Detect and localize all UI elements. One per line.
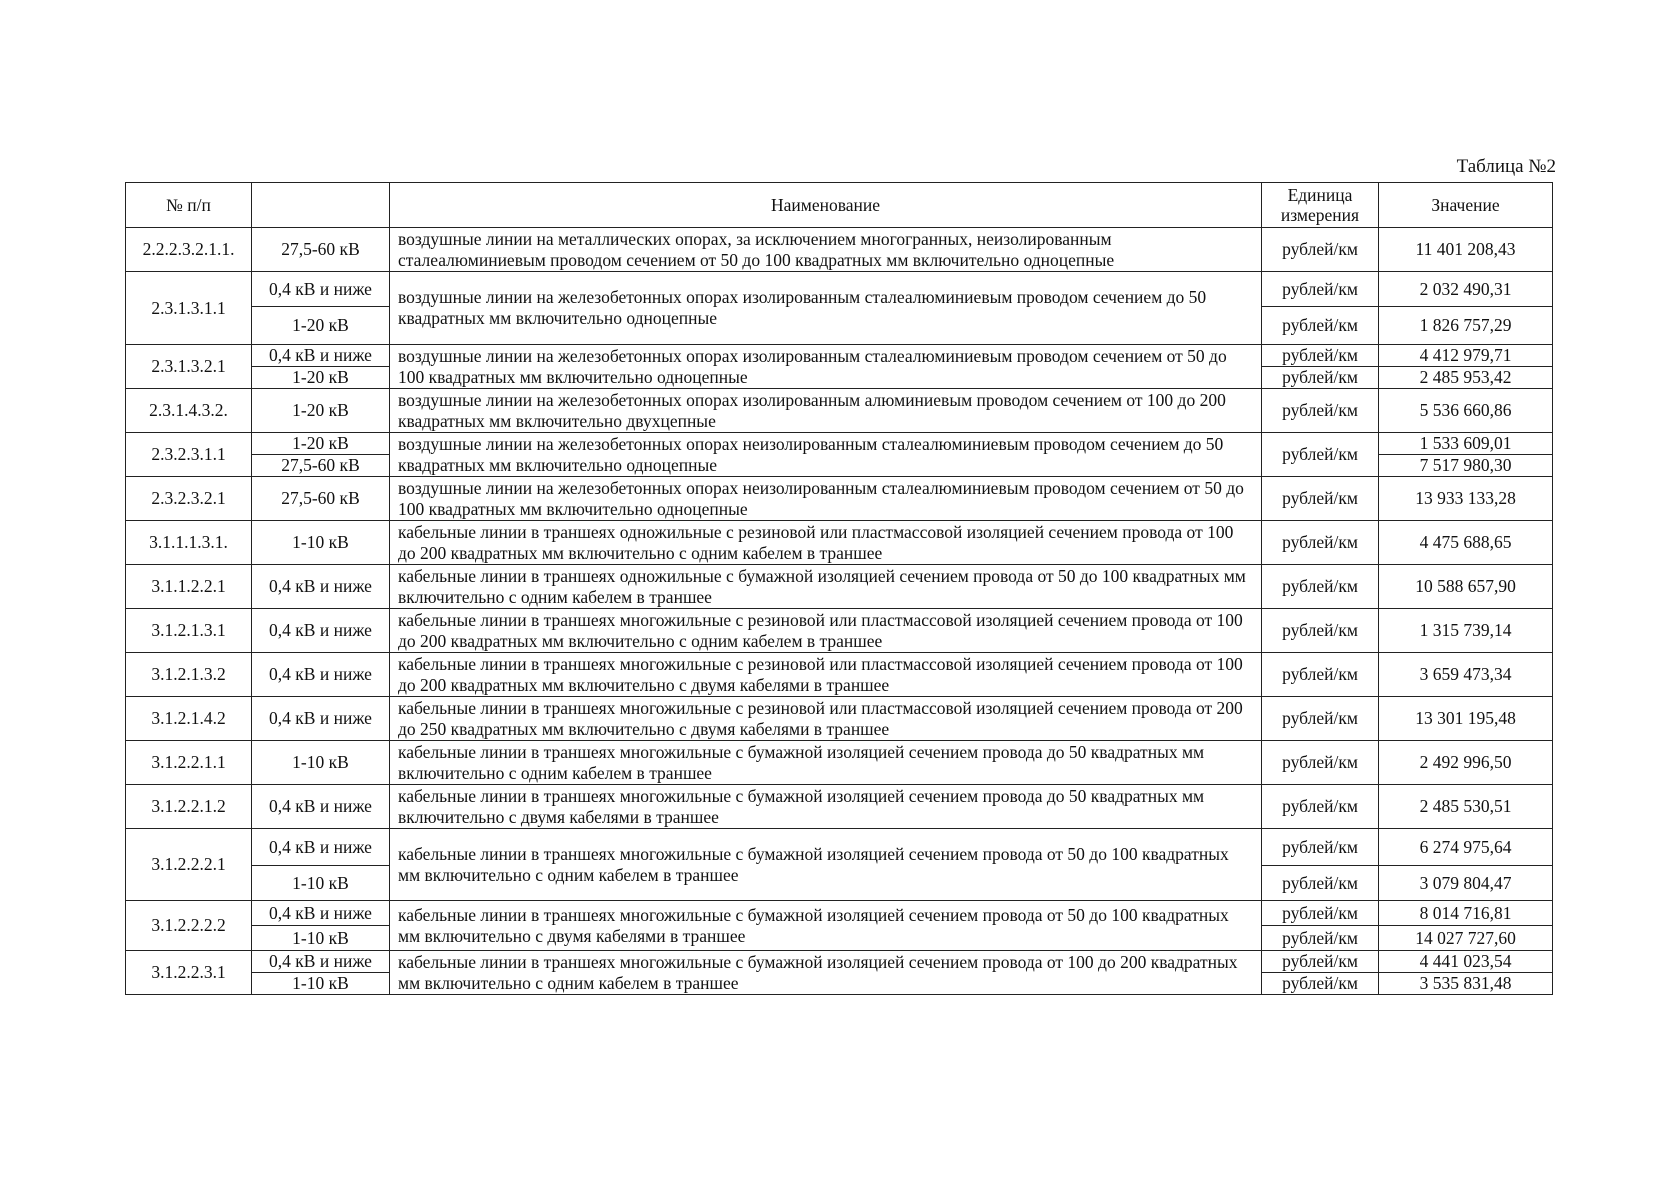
unit-cell: рублей/км bbox=[1262, 785, 1379, 829]
name-cell: воздушные линии на железобетонных опорах изолированным алюминиевым проводом сечением от 100 до 200 квадратных мм включительно двухцепные bbox=[390, 389, 1262, 433]
table-row bbox=[126, 565, 1553, 609]
name-cell: кабельные линии в траншеях многожильные с бумажной изоляцией сечением провода до 50 квадратных мм включительно с одним кабелем в траншее bbox=[390, 741, 1262, 785]
row-number: 2.2.2.3.2.1.1. bbox=[126, 228, 252, 272]
value-cell: 3 535 831,48 bbox=[1379, 973, 1553, 995]
unit-cell: рублей/км bbox=[1262, 926, 1379, 951]
unit-cell: рублей/км bbox=[1262, 345, 1379, 367]
voltage-cell: 0,4 кВ и ниже bbox=[252, 345, 390, 367]
unit-cell: рублей/км bbox=[1262, 866, 1379, 901]
table-row bbox=[126, 697, 1553, 741]
unit-cell: рублей/км bbox=[1262, 228, 1379, 272]
voltage-cell: 1-10 кВ bbox=[252, 926, 390, 951]
name-cell: кабельные линии в траншеях многожильные с резиновой или пластмассовой изоляцией сечением провода от 100 до 200 квадратных мм включительно с одним кабелем в траншее bbox=[390, 609, 1262, 653]
voltage-cell: 1-20 кВ bbox=[252, 367, 390, 389]
unit-cell: рублей/км bbox=[1262, 389, 1379, 433]
voltage-cell: 0,4 кВ и ниже bbox=[252, 609, 390, 653]
voltage-cell: 0,4 кВ и ниже bbox=[252, 951, 390, 973]
name-cell: кабельные линии в траншеях многожильные с резиновой или пластмассовой изоляцией сечением провода от 200 до 250 квадратных мм включительно с двумя кабелями в траншее bbox=[390, 697, 1262, 741]
row-number: 3.1.2.2.2.2 bbox=[126, 901, 252, 951]
value-cell: 1 315 739,14 bbox=[1379, 609, 1553, 653]
unit-cell: рублей/км bbox=[1262, 307, 1379, 345]
header-name: Наименование bbox=[390, 183, 1262, 228]
voltage-cell: 0,4 кВ и ниже bbox=[252, 829, 390, 866]
row-number: 3.1.1.2.2.1 bbox=[126, 565, 252, 609]
value-cell: 4 475 688,65 bbox=[1379, 521, 1553, 565]
header-unit: Единица измерения bbox=[1262, 183, 1379, 228]
name-cell: воздушные линии на железобетонных опорах изолированным сталеалюминиевым проводом сечением от 50 до 100 квадратных мм включительно одноцепные bbox=[390, 345, 1262, 389]
name-cell: кабельные линии в траншеях многожильные с бумажной изоляцией сечением провода от 50 до 100 квадратных мм включительно с одним кабелем в траншее bbox=[390, 829, 1262, 901]
value-cell: 2 485 953,42 bbox=[1379, 367, 1553, 389]
table-row bbox=[126, 829, 1553, 866]
name-cell: кабельные линии в траншеях одножильные с бумажной изоляцией сечением провода от 50 до 100 квадратных мм включительно с одним кабелем в траншее bbox=[390, 565, 1262, 609]
value-cell: 3 079 804,47 bbox=[1379, 866, 1553, 901]
voltage-cell: 0,4 кВ и ниже bbox=[252, 653, 390, 697]
table-caption: Таблица №2 bbox=[1456, 156, 1556, 177]
voltage-cell: 1-20 кВ bbox=[252, 433, 390, 455]
value-cell: 4 441 023,54 bbox=[1379, 951, 1553, 973]
name-cell: воздушные линии на металлических опорах, за исключением многогранных, неизолированным сталеалюминиевым проводом сечением от 50 до 100 квадратных мм включительно одноцепные bbox=[390, 228, 1262, 272]
tariff-table bbox=[125, 182, 1553, 995]
value-cell: 2 492 996,50 bbox=[1379, 741, 1553, 785]
voltage-cell: 1-10 кВ bbox=[252, 973, 390, 995]
row-number: 3.1.2.2.1.2 bbox=[126, 785, 252, 829]
voltage-cell: 1-10 кВ bbox=[252, 521, 390, 565]
row-number: 3.1.2.2.1.1 bbox=[126, 741, 252, 785]
table-row bbox=[126, 433, 1553, 455]
value-cell: 8 014 716,81 bbox=[1379, 901, 1553, 926]
voltage-cell: 1-20 кВ bbox=[252, 389, 390, 433]
row-number: 2.3.1.3.1.1 bbox=[126, 272, 252, 345]
unit-cell: рублей/км bbox=[1262, 697, 1379, 741]
voltage-cell: 0,4 кВ и ниже bbox=[252, 565, 390, 609]
unit-cell: рублей/км bbox=[1262, 477, 1379, 521]
unit-cell: рублей/км bbox=[1262, 741, 1379, 785]
table-row bbox=[126, 477, 1553, 521]
voltage-cell: 27,5-60 кВ bbox=[252, 228, 390, 272]
unit-cell: рублей/км bbox=[1262, 367, 1379, 389]
value-cell: 11 401 208,43 bbox=[1379, 228, 1553, 272]
row-number: 2.3.2.3.2.1 bbox=[126, 477, 252, 521]
value-cell: 2 032 490,31 bbox=[1379, 272, 1553, 307]
table-row bbox=[126, 228, 1553, 272]
value-cell: 5 536 660,86 bbox=[1379, 389, 1553, 433]
voltage-cell: 1-10 кВ bbox=[252, 741, 390, 785]
value-cell: 4 412 979,71 bbox=[1379, 345, 1553, 367]
unit-cell: рублей/км bbox=[1262, 951, 1379, 973]
value-cell: 1 533 609,01 bbox=[1379, 433, 1553, 455]
row-number: 2.3.1.3.2.1 bbox=[126, 345, 252, 389]
value-cell: 13 933 133,28 bbox=[1379, 477, 1553, 521]
value-cell: 10 588 657,90 bbox=[1379, 565, 1553, 609]
unit-cell: рублей/км bbox=[1262, 521, 1379, 565]
table-row bbox=[126, 951, 1553, 973]
voltage-cell: 0,4 кВ и ниже bbox=[252, 785, 390, 829]
name-cell: воздушные линии на железобетонных опорах изолированным сталеалюминиевым проводом сечением до 50 квадратных мм включительно одноцепные bbox=[390, 272, 1262, 345]
row-number: 2.3.2.3.1.1 bbox=[126, 433, 252, 477]
table-row bbox=[126, 901, 1553, 926]
table-row bbox=[126, 741, 1553, 785]
header-num: № п/п bbox=[126, 183, 252, 228]
row-number: 3.1.2.1.4.2 bbox=[126, 697, 252, 741]
unit-cell: рублей/км bbox=[1262, 433, 1379, 477]
value-cell: 2 485 530,51 bbox=[1379, 785, 1553, 829]
unit-cell: рублей/км bbox=[1262, 565, 1379, 609]
name-cell: воздушные линии на железобетонных опорах неизолированным сталеалюминиевым проводом сечением до 50 квадратных мм включительно одноцепные bbox=[390, 433, 1262, 477]
value-cell: 14 027 727,60 bbox=[1379, 926, 1553, 951]
name-cell: кабельные линии в траншеях многожильные с бумажной изоляцией сечением провода от 100 до 200 квадратных мм включительно с одним кабелем в траншее bbox=[390, 951, 1262, 995]
table-row bbox=[126, 653, 1553, 697]
table-row bbox=[126, 389, 1553, 433]
header-value: Значение bbox=[1379, 183, 1553, 228]
value-cell: 6 274 975,64 bbox=[1379, 829, 1553, 866]
header-voltage bbox=[252, 183, 390, 228]
table-body bbox=[126, 228, 1553, 995]
table-row bbox=[126, 272, 1553, 307]
row-number: 3.1.2.1.3.1 bbox=[126, 609, 252, 653]
row-number: 3.1.1.1.3.1. bbox=[126, 521, 252, 565]
name-cell: кабельные линии в траншеях многожильные с бумажной изоляцией сечением провода от 50 до 100 квадратных мм включительно с двумя кабелями в траншее bbox=[390, 901, 1262, 951]
table-row bbox=[126, 345, 1553, 367]
voltage-cell: 0,4 кВ и ниже bbox=[252, 697, 390, 741]
voltage-cell: 1-20 кВ bbox=[252, 307, 390, 345]
name-cell: воздушные линии на железобетонных опорах неизолированным сталеалюминиевым проводом сечением от 50 до 100 квадратных мм включительно одноцепные bbox=[390, 477, 1262, 521]
row-number: 3.1.2.2.3.1 bbox=[126, 951, 252, 995]
value-cell: 13 301 195,48 bbox=[1379, 697, 1553, 741]
unit-cell: рублей/км bbox=[1262, 901, 1379, 926]
value-cell: 7 517 980,30 bbox=[1379, 455, 1553, 477]
name-cell: кабельные линии в траншеях многожильные с бумажной изоляцией сечением провода до 50 квадратных мм включительно с двумя кабелями в траншее bbox=[390, 785, 1262, 829]
voltage-cell: 27,5-60 кВ bbox=[252, 455, 390, 477]
value-cell: 3 659 473,34 bbox=[1379, 653, 1553, 697]
table-header bbox=[126, 183, 1553, 228]
voltage-cell: 27,5-60 кВ bbox=[252, 477, 390, 521]
unit-cell: рублей/км bbox=[1262, 973, 1379, 995]
table-row bbox=[126, 609, 1553, 653]
name-cell: кабельные линии в траншеях многожильные с резиновой или пластмассовой изоляцией сечением провода от 100 до 200 квадратных мм включительно с двумя кабелями в траншее bbox=[390, 653, 1262, 697]
row-number: 3.1.2.2.2.1 bbox=[126, 829, 252, 901]
unit-cell: рублей/км bbox=[1262, 829, 1379, 866]
name-cell: кабельные линии в траншеях одножильные с резиновой или пластмассовой изоляцией сечением провода от 100 до 200 квадратных мм включительно с одним кабелем в траншее bbox=[390, 521, 1262, 565]
value-cell: 1 826 757,29 bbox=[1379, 307, 1553, 345]
voltage-cell: 0,4 кВ и ниже bbox=[252, 272, 390, 307]
row-number: 2.3.1.4.3.2. bbox=[126, 389, 252, 433]
table-row bbox=[126, 785, 1553, 829]
unit-cell: рублей/км bbox=[1262, 653, 1379, 697]
unit-cell: рублей/км bbox=[1262, 272, 1379, 307]
table-row bbox=[126, 521, 1553, 565]
voltage-cell: 0,4 кВ и ниже bbox=[252, 901, 390, 926]
unit-cell: рублей/км bbox=[1262, 609, 1379, 653]
voltage-cell: 1-10 кВ bbox=[252, 866, 390, 901]
row-number: 3.1.2.1.3.2 bbox=[126, 653, 252, 697]
header-row bbox=[126, 183, 1553, 228]
